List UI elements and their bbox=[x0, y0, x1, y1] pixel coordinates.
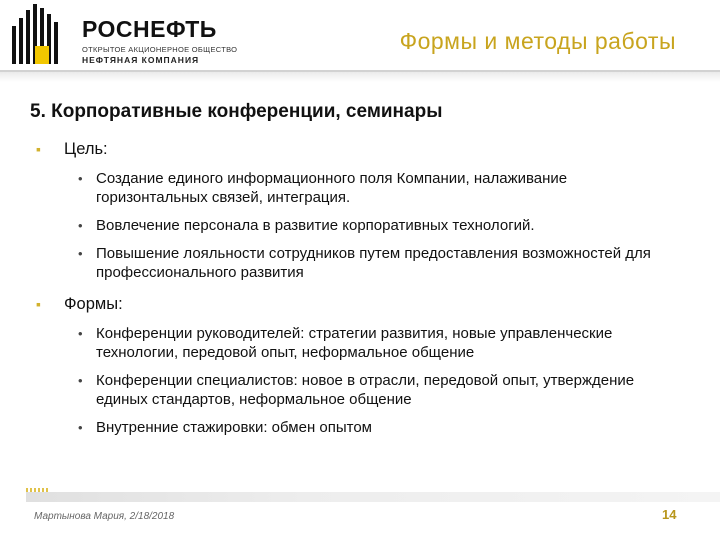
list-item-text: Вовлечение персонала в развитие корпоративных технологий. bbox=[96, 217, 535, 234]
slide-content bbox=[0, 133, 720, 437]
dot-bullet-icon: • bbox=[78, 171, 83, 186]
footer-divider bbox=[26, 492, 720, 502]
dot-bullet-icon: • bbox=[78, 218, 83, 233]
list-item bbox=[0, 216, 720, 235]
slide-title: 5. Корпоративные конференции, семинары bbox=[30, 101, 443, 122]
square-bullet-icon: ▪ bbox=[36, 296, 41, 312]
list-item-text: Внутренние стажировки: обмен опытом bbox=[96, 419, 372, 436]
list-item-text: Повышение лояльности сотрудников путем предоставления возможностей для профессионального развития bbox=[96, 245, 651, 281]
rosneft-logo-icon bbox=[8, 4, 74, 66]
list-item bbox=[0, 244, 720, 282]
page-number: 14 bbox=[662, 507, 677, 522]
list-item bbox=[0, 324, 720, 362]
company-subtitle: ОТКРЫТОЕ АКЦИОНЕРНОЕ ОБЩЕСТВО bbox=[82, 45, 238, 54]
section-title: Формы и методы работы bbox=[399, 28, 676, 54]
dot-bullet-icon: • bbox=[78, 420, 83, 435]
dot-bullet-icon: • bbox=[78, 246, 83, 261]
square-bullet-icon: ▪ bbox=[36, 141, 41, 157]
bullet-label: Формы: bbox=[64, 295, 123, 313]
list-item bbox=[0, 169, 720, 207]
bullet-group-goal bbox=[0, 138, 720, 160]
list-item-text: Конференции специалистов: новое в отрасли, передовой опыт, утверждение единых стандартов, неформальное общение bbox=[96, 372, 635, 408]
list-item bbox=[0, 418, 720, 437]
dot-bullet-icon: • bbox=[78, 373, 83, 388]
bullet-label: Цель: bbox=[64, 140, 108, 158]
list-item-text: Конференции руководителей: стратегии развития, новые управленческие технологии, передовой опыт, неформальное общение bbox=[96, 325, 613, 361]
list-item-text: Создание единого информационного поля Компании, налаживание горизонтальных связей, интеграция. bbox=[96, 170, 568, 206]
bullet-group-forms bbox=[0, 293, 720, 315]
footer-author: Мартынова Мария, 2/18/2018 bbox=[34, 511, 175, 522]
dot-bullet-icon: • bbox=[78, 326, 83, 341]
list-item bbox=[0, 371, 720, 409]
header-divider bbox=[0, 70, 720, 82]
company-type: НЕФТЯНАЯ КОМПАНИЯ bbox=[82, 55, 200, 65]
company-logo bbox=[8, 4, 238, 66]
company-name: РОСНЕФТЬ bbox=[82, 16, 217, 42]
